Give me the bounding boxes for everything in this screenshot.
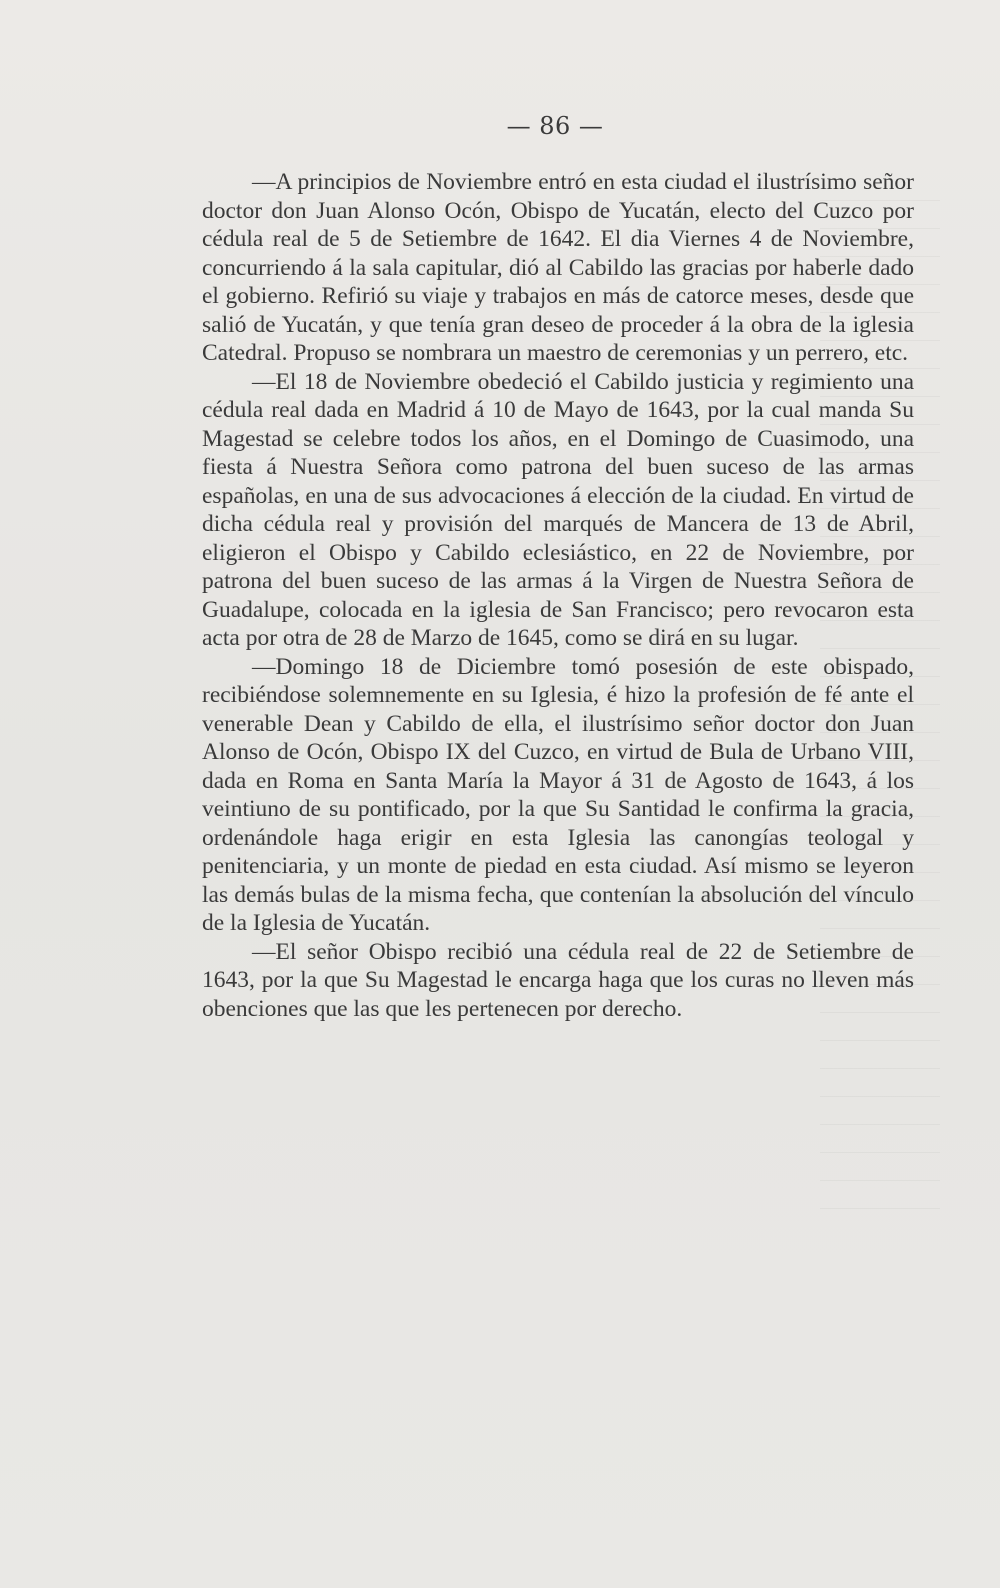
paragraph-1: —A principios de Noviembre entró en esta ciudad el ilustrísimo señor doctor don Juan Alonso Ocón, Obispo de Yucatán, electo del Cuzco por cédula real de 5 de Setiembre de 1642. El dia Viernes 4 de Noviembre, concurriendo á la sala capitular, dió al Cabildo las gracias por haberle dado el gobierno. Refirió su viaje y trabajos en más de catorce meses, desde que salió de Yucatán, y que tenía gran deseo de proceder á la obra de la iglesia Catedral. Propuso se nombrara un maestro de ceremonias y un perrero, etc. (202, 169, 914, 366)
page-number: — 86 — (506, 112, 604, 140)
paragraph-4: —El señor Obispo recibió una cédula real de 22 de Setiembre de 1643, por la que Su Magestad le encarga haga que los curas no lleven más obenciones que las que les pertenecen por derecho. (202, 938, 914, 1022)
paragraph-2: —El 18 de Noviembre obedeció el Cabildo justicia y regimiento una cédula real dada en Madrid á 10 de Mayo de 1643, por la cual manda Su Magestad se celebre todos los años, en el Domingo de Cuasimodo, una fiesta á Nuestra Señora como patrona del buen suceso de las armas españolas, en una de sus advocaciones á elección de la ciudad. En virtud de dicha cédula real y provisión del marqués de Mancera de 13 de Abril, eligieron el Obispo y Cabildo eclesiástico, en 22 de Noviembre, por patrona del buen suceso de las armas á la Virgen de Nuestra Señora de Guadalupe, colocada en la iglesia de San Francisco; pero revocaron esta acta por otra de 28 de Marzo de 1645, como se dirá en su lugar. (202, 368, 914, 651)
paragraph-3: —Domingo 18 de Diciembre tomó posesión de este obispado, recibiéndose solemnemente en su Iglesia, é hizo la profesión de fé ante el venerable Dean y Cabildo de ella, el ilustrísimo señor doctor don Juan Alonso de Ocón, Obispo IX del Cuzco, en virtud de Bula de Urbano VIII, dada en Roma en Santa María la Mayor á 31 de Agosto de 1643, á los veintiuno de su pontificado, por la que Su Santidad le confirma la gracia, ordenándole haga erigir en esta Iglesia las canongías teologal y penitenciaria, y un monte de piedad en esta ciudad. Así mismo se leyeron las demás bulas de la misma fecha, que contenían la absolución del vínculo de la Iglesia de Yucatán. (202, 653, 914, 936)
body-text (202, 168, 914, 1023)
